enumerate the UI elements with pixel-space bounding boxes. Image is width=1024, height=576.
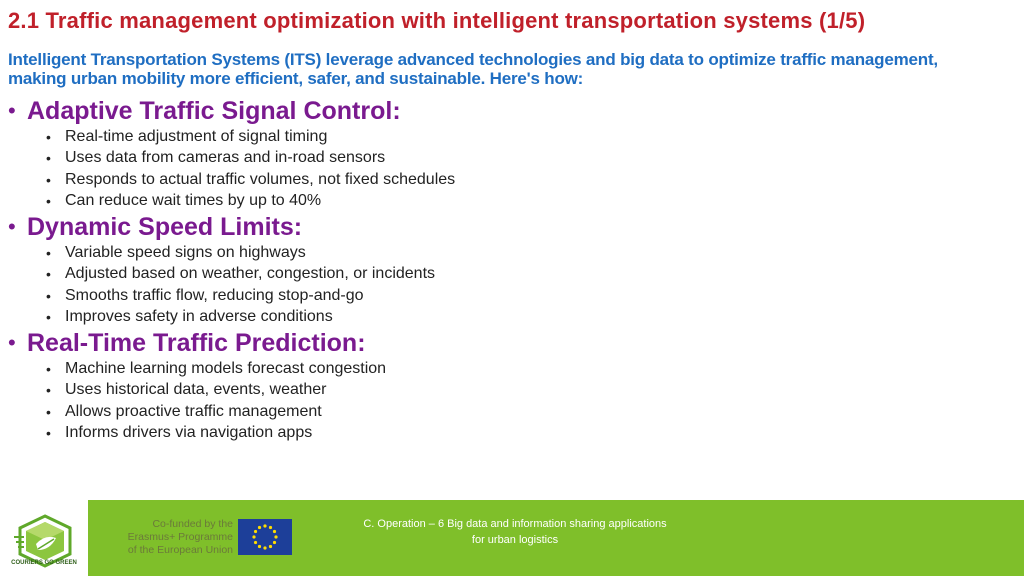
- list-item: [46, 423, 988, 445]
- bullet-icon: •: [46, 266, 51, 283]
- item-text: Adjusted based on weather, congestion, or incidents: [65, 265, 436, 283]
- bullet-icon: •: [8, 98, 16, 123]
- bullet-icon: •: [46, 287, 51, 304]
- item-text: Uses data from cameras and in-road sensors: [65, 149, 386, 167]
- list-item: [46, 242, 988, 264]
- footer-caption-line: for urban logistics: [471, 534, 559, 546]
- bullet-icon: •: [46, 360, 51, 377]
- list-item: [46, 380, 988, 402]
- section-items: [46, 358, 988, 444]
- footer-caption: [340, 516, 690, 548]
- bullet-icon: •: [46, 128, 51, 145]
- section-title: Real-Time Traffic Prediction:: [27, 329, 366, 357]
- content: [8, 96, 988, 444]
- item-text: Improves safety in adverse conditions: [65, 308, 333, 326]
- list-item: [46, 358, 988, 380]
- section-title: Dynamic Speed Limits:: [27, 213, 303, 241]
- bullet-icon: •: [46, 150, 51, 167]
- section-title: Adaptive Traffic Signal Control:: [27, 97, 401, 125]
- cofund-line: Co-funded by the: [152, 518, 233, 530]
- intro-text: Intelligent Transportation Systems (ITS) leverage advanced technologies and big data to optimize traffic management, making urban mobility more efficient, safer, and sustainable. Here's how:: [8, 50, 938, 88]
- logo-caption: COURIERS GO GREEN: [11, 560, 77, 566]
- section-items: [46, 126, 988, 212]
- bullet-icon: •: [46, 309, 51, 326]
- item-text: Can reduce wait times by up to 40%: [65, 192, 322, 210]
- section-items: [46, 242, 988, 328]
- list-item: [46, 169, 988, 191]
- section-heading: [8, 212, 988, 242]
- section-heading: [8, 96, 988, 126]
- cofund-line: Erasmus+ Programme: [127, 531, 233, 543]
- section-dynamic-speed-limits: [8, 212, 988, 328]
- bullet-icon: •: [46, 171, 51, 188]
- item-text: Allows proactive traffic management: [65, 402, 322, 420]
- item-text: Uses historical data, events, weather: [65, 381, 327, 399]
- item-text: Machine learning models forecast congestion: [65, 359, 387, 377]
- section-heading: [8, 328, 988, 358]
- list-item: [46, 126, 988, 148]
- list-item: [46, 191, 988, 213]
- bullet-icon: •: [46, 403, 51, 420]
- eu-flag-icon: [238, 519, 292, 555]
- bullet-icon: •: [46, 193, 51, 210]
- cofund-text: [118, 518, 233, 557]
- bullet-icon: •: [8, 214, 16, 239]
- list-item: [46, 285, 988, 307]
- bullet-icon: •: [46, 425, 51, 442]
- footer-logo-area: [0, 500, 88, 576]
- footer-caption-line: C. Operation – 6 Big data and information sharing applications: [363, 518, 667, 530]
- bullet-icon: •: [46, 382, 51, 399]
- slide-title: 2.1 Traffic management optimization with intelligent transportation systems (1/5): [8, 8, 866, 33]
- cofund-line: of the European Union: [127, 544, 233, 556]
- bullet-icon: •: [46, 244, 51, 261]
- item-text: Smooths traffic flow, reducing stop-and-go: [65, 286, 364, 304]
- item-text: Responds to actual traffic volumes, not fixed schedules: [65, 170, 456, 188]
- list-item: [46, 307, 988, 329]
- list-item: [46, 401, 988, 423]
- list-item: [46, 148, 988, 170]
- list-item: [46, 264, 988, 286]
- item-text: Variable speed signs on highways: [65, 243, 306, 261]
- section-real-time-prediction: [8, 328, 988, 444]
- item-text: Real-time adjustment of signal timing: [65, 127, 328, 145]
- item-text: Informs drivers via navigation apps: [65, 424, 313, 442]
- bullet-icon: •: [8, 330, 16, 355]
- section-adaptive-signal-control: [8, 96, 988, 212]
